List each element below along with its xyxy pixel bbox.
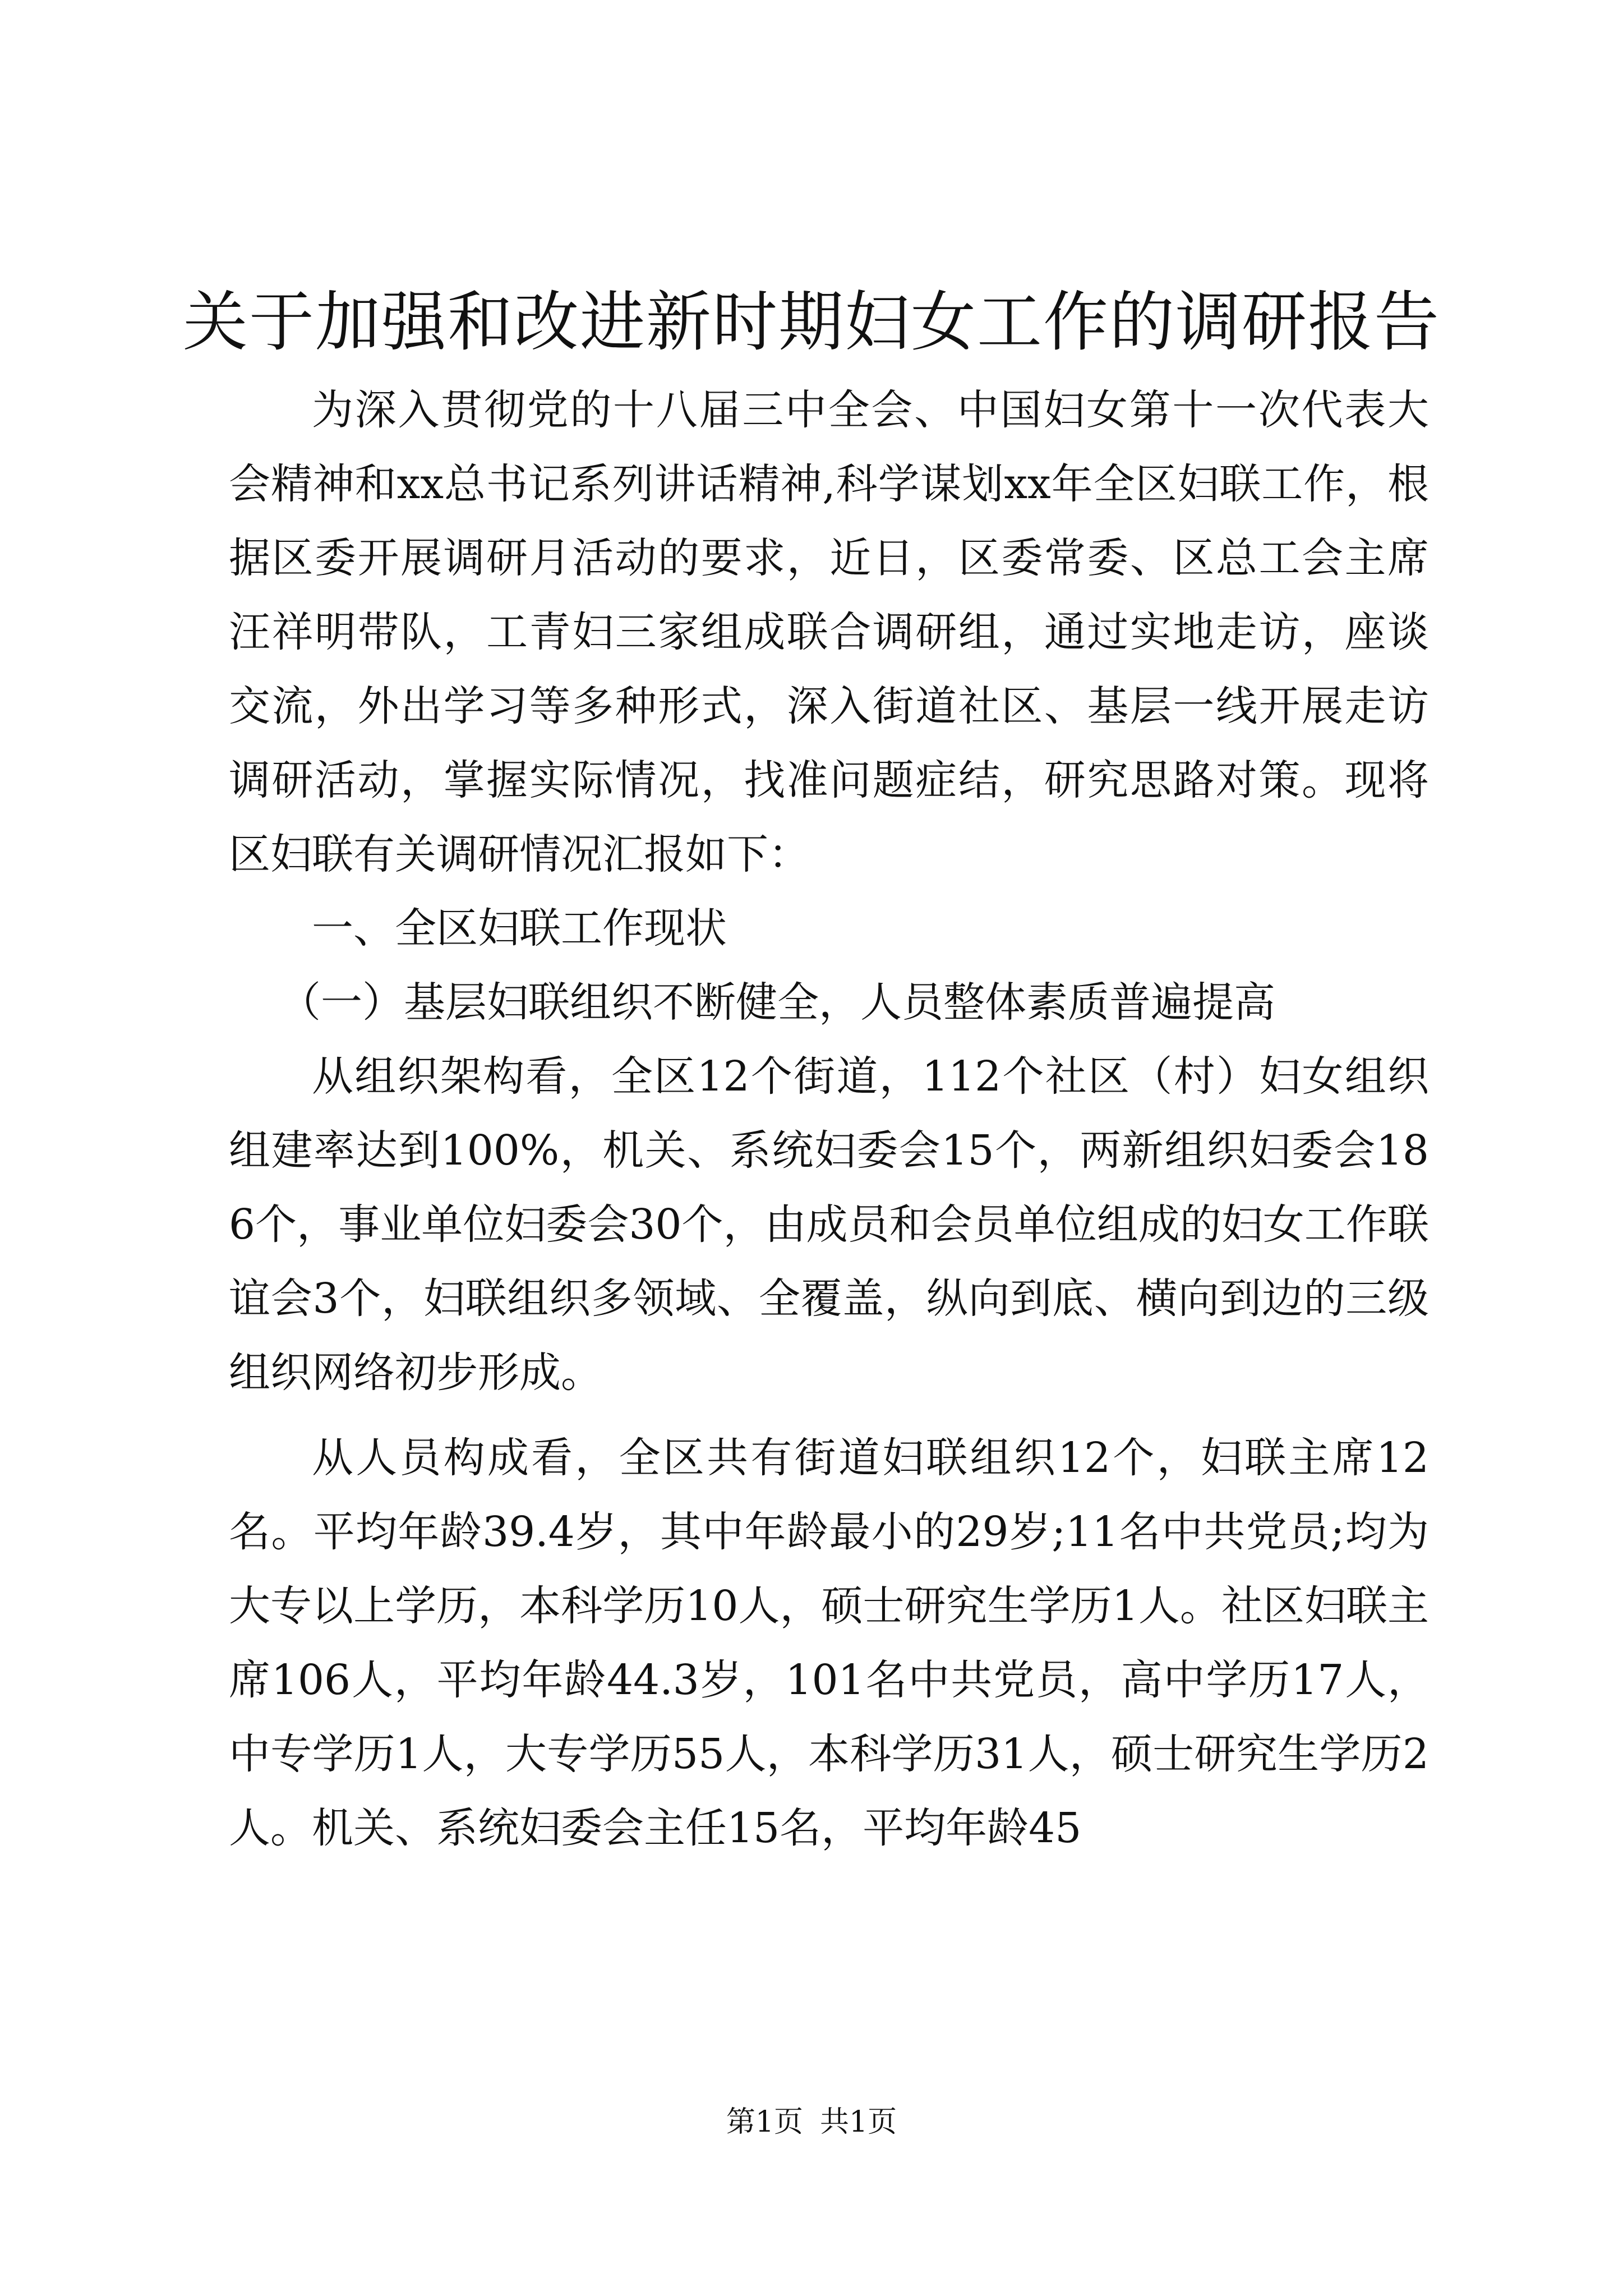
document-title: 关于加强和改进新时期妇女工作的调研报告 <box>183 284 1440 360</box>
section-heading: 一、全区妇联工作现状 <box>312 904 727 953</box>
paragraph-staff: 从人员构成看，全区共有街道妇联组织12个，妇联主席12名。平均年龄39.4岁，其中年龄最小的29岁;11名中共党员;均为大专以上学历，本科学历10人，硕士研究生学历1人。社区妇联主席106人，平均年龄44.3岁，101名中共党员，高中学历17人，中专学历1人，大专学历55人，本科学历31人，硕士研究生学历2人。机关、系统妇委会主任15名，平均年龄45 <box>229 1434 1429 1852</box>
page-number: 第1页 <box>726 2105 803 2139</box>
page-total: 共1页 <box>820 2105 897 2139</box>
paragraph-organization: 从组织架构看，全区12个街道，112个社区（村）妇女组织组建率达到100%，机关、系统妇委会15个，两新组织妇委会186个，事业单位妇委会30个，由成员和会员单位组成的妇女工作联谊会3个，妇联组织多领域、全覆盖，纵向到底、横向到边的三级组织网络初步形成。 <box>229 1052 1429 1397</box>
page-footer <box>0 2102 1623 2142</box>
paragraph-intro: 为深入贯彻党的十八届三中全会、中国妇女第十一次代表大会精神和xx总书记系列讲话精神,科学谋划xx年全区妇联工作，根据区委开展调研月活动的要求，近日，区委常委、区总工会主席汪祥明带队，工青妇三家组成联合调研组，通过实地走访，座谈交流，外出学习等多种形式，深入街道社区、基层一线开展走访调研活动，掌握实际情况，找准问题症结，研究思路对策。现将区妇联有关调研情况汇报如下： <box>229 386 1429 878</box>
document-body <box>229 373 1429 1865</box>
subsection-heading: （一）基层妇联组织不断健全，人员整体素质普遍提高 <box>279 978 1275 1027</box>
